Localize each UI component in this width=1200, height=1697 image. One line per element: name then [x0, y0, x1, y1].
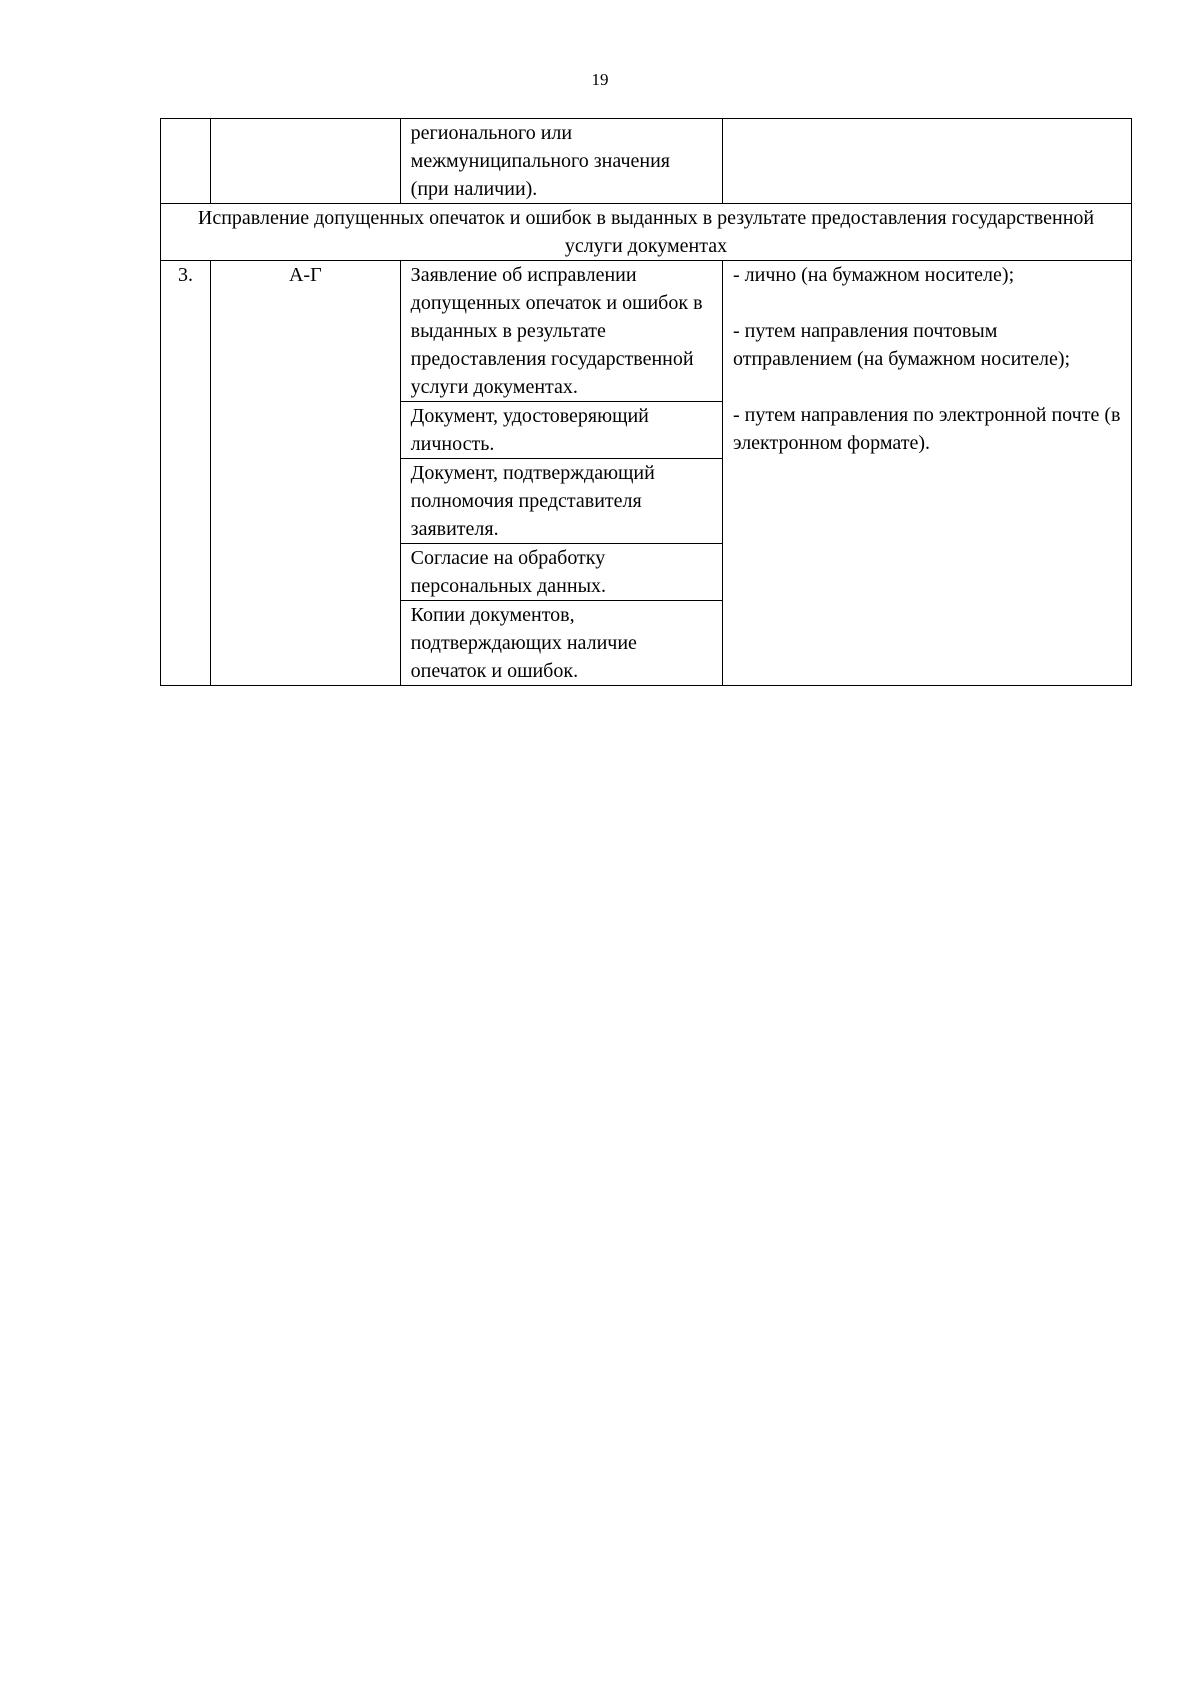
cell-delivery	[722, 119, 1131, 204]
delivery-method: - путем направления по электронной почте (в электронном формате).	[732, 404, 1121, 454]
cell-num	[161, 119, 211, 204]
cell-document: регионального или межмуниципального значения (при наличии).	[400, 119, 722, 204]
section-heading-row	[161, 204, 1132, 261]
cell-delivery-methods	[722, 261, 1131, 686]
cell-category: А-Г	[210, 261, 400, 686]
cell-document: Копии документов, подтверждающих наличие опечаток и ошибок.	[400, 601, 722, 686]
cell-document: Документ, удостоверяющий личность.	[400, 402, 722, 459]
section-heading: Исправление допущенных опечаток и ошибок в выданных в результате предоставления государственной услуги документах	[161, 204, 1132, 261]
cell-document: Согласие на обработку персональных данных.	[400, 544, 722, 601]
delivery-method: - лично (на бумажном носителе);	[732, 264, 1015, 286]
page-number: 19	[591, 70, 609, 89]
cell-document: Документ, подтверждающий полномочия представителя заявителя.	[400, 459, 722, 544]
cell-document: Заявление об исправлении допущенных опечаток и ошибок в выданных в результате предоставления государственной услуги документах.	[400, 261, 722, 402]
cell-category	[210, 119, 400, 204]
documents-table	[160, 118, 1132, 686]
delivery-method: - путем направления почтовым отправлением (на бумажном носителе);	[732, 320, 1071, 370]
cell-num: 3.	[161, 261, 211, 686]
table-row-continuation	[161, 119, 1132, 204]
table-row	[161, 261, 1132, 402]
